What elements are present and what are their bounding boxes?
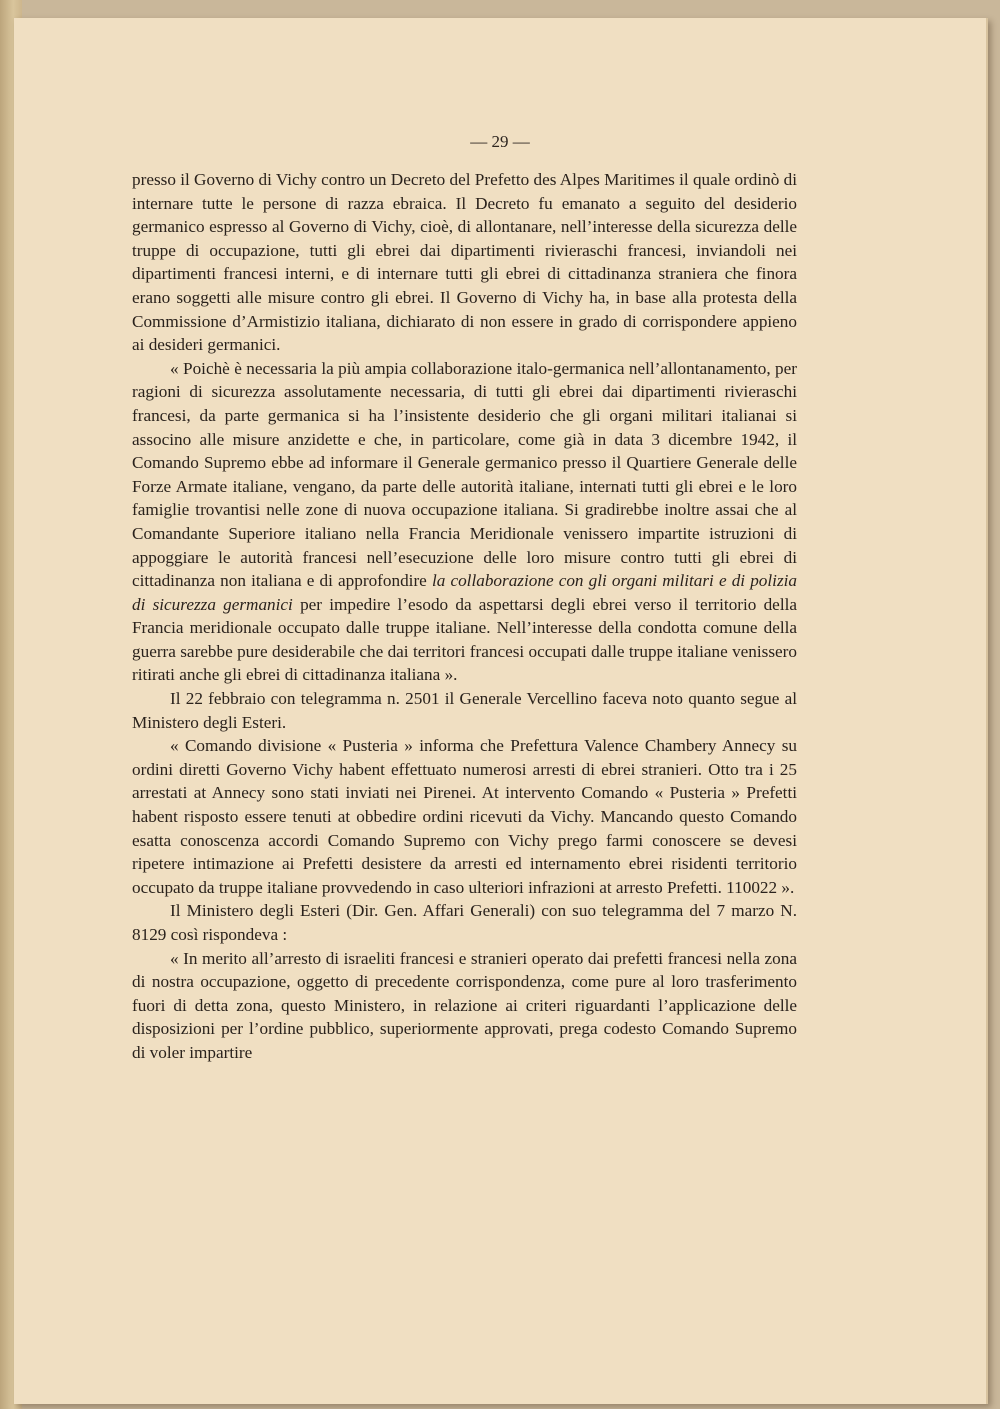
paragraph: « In merito all’arresto di israeliti francesi e stranieri operato dai prefetti francesi nella zona di nostra occupazione, oggetto di precedente corrispondenza, come pure al loro trasferimento fuori di detta zona, questo Ministero, in relazione ai criteri riguardanti l’applicazione delle disposizioni per l’ordine pubblico, superiormente approvati, prega codesto Comando Supremo di voler impartire [132,948,797,1062]
paragraph: presso il Governo di Vichy contro un Decreto del Prefetto des Alpes Maritimes il quale ordinò di internare tutte le persone di razza ebraica. Il Decreto fu emanato a seguito del desiderio germanico espresso al Governo di Vichy, cioè, di allontanare, nell’interesse della sicurezza delle truppe di occupazione, tutti gli ebrei dai dipartimenti rivieraschi francesi, inviandoli nei dipartimenti francesi interni, e di internare tutti gli ebrei di cittadinanza straniera che finora erano soggetti alle misure contro gli ebrei. Il Governo di Vichy ha, in base alla protesta della Commissione d’Armistizio italiana, dichiarato di non essere in grado di corrispondere appieno ai desideri germanici. [132,170,797,355]
paragraph [132,357,797,687]
page-number: — 29 — [470,132,530,151]
paragraph: Il Ministero degli Esteri (Dir. Gen. Affari Generali) con suo telegramma del 7 marzo N. 8129 così rispondeva : [132,901,797,944]
paragraph: « Comando divisione « Pusteria » informa che Prefettura Valence Chambery Annecy su ordini diretti Governo Vichy habent effettuato numerosi arresti di ebrei stranieri. Otto tra i 25 arrestati at Annecy sono stati inviati nei Pirenei. At intervento Comando « Pusteria » Prefetti habent risposto essere tenuti at obbedire ordini ricevuti da Vichy. Mancando questo Comando esatta conoscenza accordi Comando Supremo con Vichy prego farmi conoscere se devesi ripetere intimazione ai Prefetti desistere da arresti ed internamento ebrei risidenti territorio occupato da truppe italiane provvedendo in caso ulteriori infrazioni at arresto Prefetti. 110022 ». [132,736,797,897]
document-page [14,18,988,1404]
paragraph-text-continued: per impedire l’esodo da aspettarsi degli ebrei verso il territorio della Francia meridionale occupato dalle truppe italiane. Nell’interesse della condotta comune della guerra sarebbe pure desiderabile che dai territori francesi occupati dalle truppe italiane venissero ritirati anche gli ebrei di cittadinanza italiana ». [132,594,797,685]
paragraph: Il 22 febbraio con telegramma n. 2501 il Generale Vercellino faceva noto quanto segue al Ministero degli Esteri. [132,689,797,732]
body-text [132,168,797,1065]
paragraph-text: « Poichè è necessaria la più ampia collaborazione italo-germanica nell’allontanamento, per ragioni di sicurezza assolutamente necessaria, di tutti gli ebrei dai dipartimenti rivieraschi francesi, da parte germanica si ha l’insistente desiderio che gli organi militari italianai si associno alle misure anzidette e che, in particolare, come già in data 3 dicembre 1942, il Comando Supremo ebbe ad informare il Generale germanico presso il Quartiere Generale delle Forze Armate italiane, vengano, da parte delle autorità italiane, internati tutti gli ebrei e le loro famiglie trovantisi nelle zone di nuova occupazione italiana. Si gradirebbe inoltre assai che al Comandante Superiore italiano nella Francia Meridionale venissero impartite istruzioni di appoggiare le autorità francesi nell’esecuzione delle loro misure contro tutti gli ebrei di cittadinanza non italiana e di approfondire [132,358,797,591]
italic-emphasis: la collaborazione con gli organi militari e di polizia di sicurezza germanici [132,571,798,614]
